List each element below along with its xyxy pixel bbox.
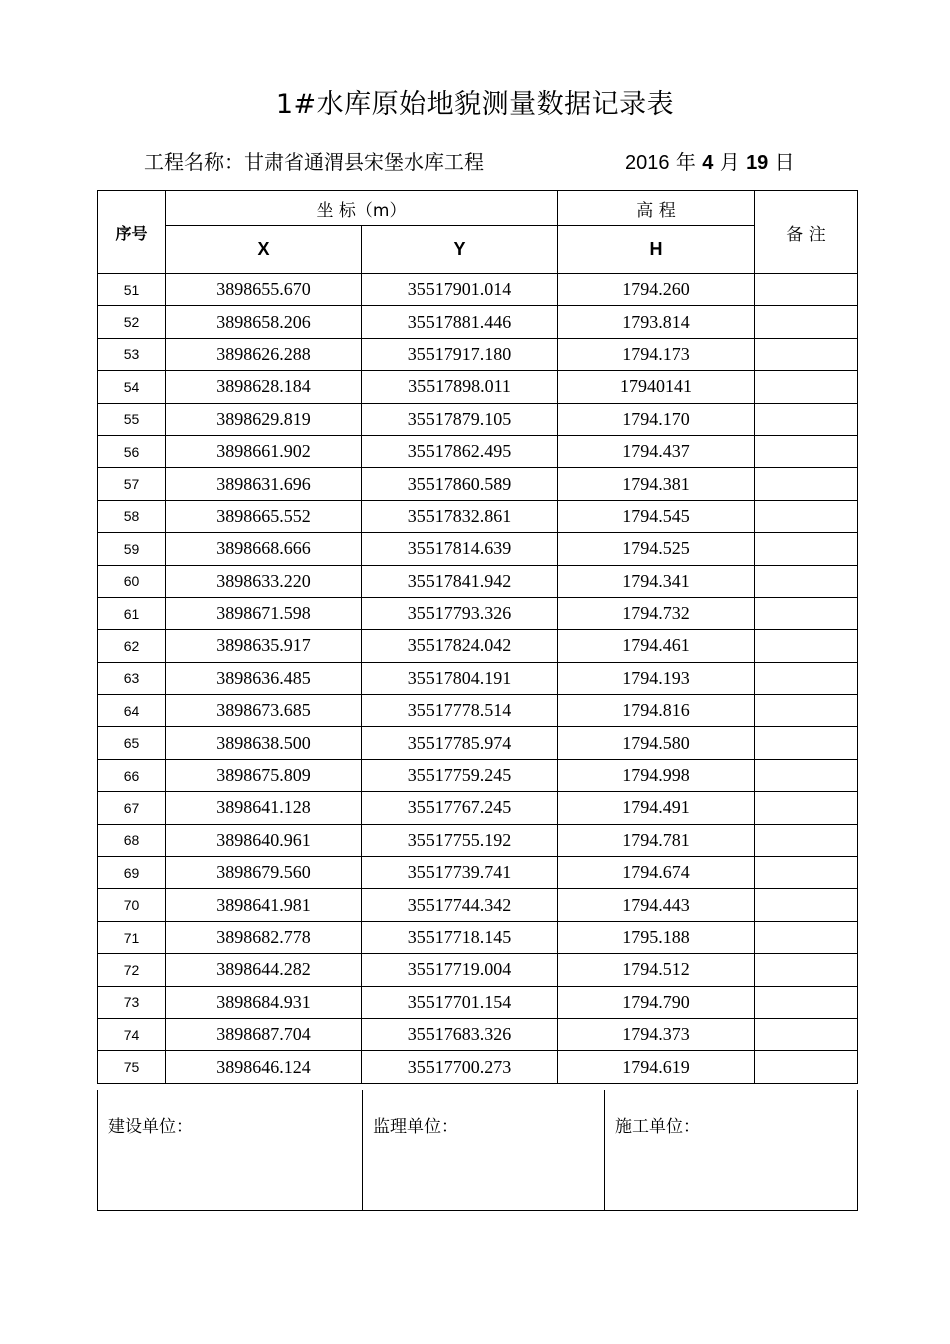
row-index: 63: [98, 662, 166, 694]
row-remark: [755, 435, 858, 467]
table-row: [98, 630, 858, 662]
table-row: [98, 921, 858, 953]
row-x: 3898633.220: [166, 565, 362, 597]
header-coordinates: 坐 标（m）: [166, 191, 558, 226]
row-y: 35517718.145: [362, 921, 558, 953]
table-row: [98, 662, 858, 694]
table-row: [98, 468, 858, 500]
row-x: 3898679.560: [166, 857, 362, 889]
row-index: 60: [98, 565, 166, 597]
table-row: [98, 1018, 858, 1050]
row-x: 3898675.809: [166, 759, 362, 791]
table-row: [98, 597, 858, 629]
row-h: 1794.998: [558, 759, 755, 791]
row-h: 1794.816: [558, 695, 755, 727]
table-body: [98, 274, 858, 1084]
table-row: [98, 792, 858, 824]
table-row: [98, 533, 858, 565]
row-x: 3898684.931: [166, 986, 362, 1018]
row-index: 61: [98, 597, 166, 629]
row-remark: [755, 468, 858, 500]
row-x: 3898646.124: [166, 1051, 362, 1083]
row-index: 53: [98, 338, 166, 370]
row-x: 3898636.485: [166, 662, 362, 694]
table-row: [98, 565, 858, 597]
date-year: 2016: [625, 152, 670, 174]
row-y: 35517862.495: [362, 435, 558, 467]
row-index: 52: [98, 306, 166, 338]
row-remark: [755, 954, 858, 986]
row-h: 1795.188: [558, 921, 755, 953]
row-h: 1794.381: [558, 468, 755, 500]
row-y: 35517901.014: [362, 274, 558, 306]
row-h: 1794.341: [558, 565, 755, 597]
row-remark: [755, 371, 858, 403]
project-name: 甘肃省通渭县宋堡水库工程: [244, 150, 484, 174]
row-x: 3898626.288: [166, 338, 362, 370]
row-y: 35517755.192: [362, 824, 558, 856]
table-row: [98, 889, 858, 921]
row-remark: [755, 889, 858, 921]
row-index: 59: [98, 533, 166, 565]
row-x: 3898635.917: [166, 630, 362, 662]
record-date: [625, 146, 795, 175]
row-y: 35517804.191: [362, 662, 558, 694]
row-y: 35517719.004: [362, 954, 558, 986]
row-index: 69: [98, 857, 166, 889]
date-month-unit: 月: [719, 150, 740, 174]
row-index: 51: [98, 274, 166, 306]
table-row: [98, 759, 858, 791]
row-y: 35517841.942: [362, 565, 558, 597]
row-index: 58: [98, 500, 166, 532]
row-h: 1794.173: [558, 338, 755, 370]
row-x: 3898641.128: [166, 792, 362, 824]
row-index: 65: [98, 727, 166, 759]
row-index: 56: [98, 435, 166, 467]
row-remark: [755, 500, 858, 532]
row-remark: [755, 695, 858, 727]
row-y: 35517917.180: [362, 338, 558, 370]
row-y: 35517683.326: [362, 1018, 558, 1050]
row-x: 3898668.666: [166, 533, 362, 565]
row-h: 17940141: [558, 371, 755, 403]
table-row: [98, 824, 858, 856]
row-h: 1794.443: [558, 889, 755, 921]
row-remark: [755, 727, 858, 759]
row-h: 1794.674: [558, 857, 755, 889]
row-h: 1794.619: [558, 1051, 755, 1083]
row-remark: [755, 824, 858, 856]
project-label: 工程名称：: [144, 150, 244, 174]
row-index: 57: [98, 468, 166, 500]
row-remark: [755, 857, 858, 889]
date-month: 4: [702, 152, 714, 174]
row-y: 35517814.639: [362, 533, 558, 565]
survey-data-table: [97, 190, 858, 1084]
row-y: 35517700.273: [362, 1051, 558, 1083]
row-remark: [755, 274, 858, 306]
row-index: 67: [98, 792, 166, 824]
row-y: 35517739.741: [362, 857, 558, 889]
row-remark: [755, 1018, 858, 1050]
row-remark: [755, 597, 858, 629]
row-index: 62: [98, 630, 166, 662]
row-h: 1794.373: [558, 1018, 755, 1050]
row-index: 68: [98, 824, 166, 856]
row-remark: [755, 403, 858, 435]
row-y: 35517759.245: [362, 759, 558, 791]
header-x: X: [166, 226, 362, 274]
row-index: 55: [98, 403, 166, 435]
row-y: 35517785.974: [362, 727, 558, 759]
construction-unit-signature: 建设单位：: [98, 1090, 363, 1211]
date-day-unit: 日: [774, 150, 795, 174]
row-x: 3898665.552: [166, 500, 362, 532]
row-x: 3898682.778: [166, 921, 362, 953]
row-x: 3898641.981: [166, 889, 362, 921]
row-remark: [755, 338, 858, 370]
project-info: [144, 146, 484, 175]
table-row: [98, 1051, 858, 1083]
row-x: 3898673.685: [166, 695, 362, 727]
row-x: 3898655.670: [166, 274, 362, 306]
row-remark: [755, 1051, 858, 1083]
table-row: [98, 306, 858, 338]
row-h: 1794.260: [558, 274, 755, 306]
row-index: 71: [98, 921, 166, 953]
table-row: [98, 371, 858, 403]
table-row: [98, 954, 858, 986]
table-row: [98, 500, 858, 532]
date-year-unit: 年: [675, 150, 696, 174]
row-h: 1794.512: [558, 954, 755, 986]
header-remark: 备 注: [755, 191, 858, 274]
row-x: 3898671.598: [166, 597, 362, 629]
row-remark: [755, 662, 858, 694]
row-h: 1793.814: [558, 306, 755, 338]
row-h: 1794.580: [558, 727, 755, 759]
row-x: 3898661.902: [166, 435, 362, 467]
row-index: 66: [98, 759, 166, 791]
row-h: 1794.437: [558, 435, 755, 467]
row-y: 35517767.245: [362, 792, 558, 824]
row-remark: [755, 306, 858, 338]
row-y: 35517898.011: [362, 371, 558, 403]
signature-block: [97, 1090, 858, 1211]
row-remark: [755, 986, 858, 1018]
table-row: [98, 727, 858, 759]
row-index: 64: [98, 695, 166, 727]
row-index: 70: [98, 889, 166, 921]
row-x: 3898638.500: [166, 727, 362, 759]
row-x: 3898628.184: [166, 371, 362, 403]
row-h: 1794.781: [558, 824, 755, 856]
header-h: H: [558, 226, 755, 274]
table-row: [98, 338, 858, 370]
row-h: 1794.732: [558, 597, 755, 629]
date-day: 19: [746, 152, 769, 174]
table-row: [98, 695, 858, 727]
row-x: 3898629.819: [166, 403, 362, 435]
row-y: 35517881.446: [362, 306, 558, 338]
row-y: 35517860.589: [362, 468, 558, 500]
row-h: 1794.545: [558, 500, 755, 532]
row-h: 1794.491: [558, 792, 755, 824]
row-remark: [755, 792, 858, 824]
page-title: 1#水库原始地貌测量数据记录表: [275, 89, 675, 120]
row-index: 74: [98, 1018, 166, 1050]
row-remark: [755, 759, 858, 791]
builder-unit-signature: 施工单位：: [605, 1090, 858, 1211]
table-row: [98, 857, 858, 889]
header-elevation: 高 程: [558, 191, 755, 226]
row-h: 1794.790: [558, 986, 755, 1018]
row-x: 3898644.282: [166, 954, 362, 986]
row-remark: [755, 921, 858, 953]
table-row: [98, 403, 858, 435]
header-index: 序号: [98, 191, 166, 274]
row-y: 35517879.105: [362, 403, 558, 435]
row-x: 3898640.961: [166, 824, 362, 856]
row-y: 35517793.326: [362, 597, 558, 629]
row-y: 35517832.861: [362, 500, 558, 532]
row-y: 35517744.342: [362, 889, 558, 921]
row-index: 54: [98, 371, 166, 403]
row-x: 3898687.704: [166, 1018, 362, 1050]
row-index: 72: [98, 954, 166, 986]
row-h: 1794.461: [558, 630, 755, 662]
row-remark: [755, 565, 858, 597]
row-h: 1794.170: [558, 403, 755, 435]
row-y: 35517701.154: [362, 986, 558, 1018]
table-row: [98, 986, 858, 1018]
row-remark: [755, 533, 858, 565]
supervision-unit-signature: 监理单位：: [363, 1090, 605, 1211]
row-index: 75: [98, 1051, 166, 1083]
row-x: 3898658.206: [166, 306, 362, 338]
row-index: 73: [98, 986, 166, 1018]
row-y: 35517824.042: [362, 630, 558, 662]
header-y: Y: [362, 226, 558, 274]
row-y: 35517778.514: [362, 695, 558, 727]
row-x: 3898631.696: [166, 468, 362, 500]
row-h: 1794.525: [558, 533, 755, 565]
row-h: 1794.193: [558, 662, 755, 694]
row-remark: [755, 630, 858, 662]
table-row: [98, 274, 858, 306]
table-row: [98, 435, 858, 467]
